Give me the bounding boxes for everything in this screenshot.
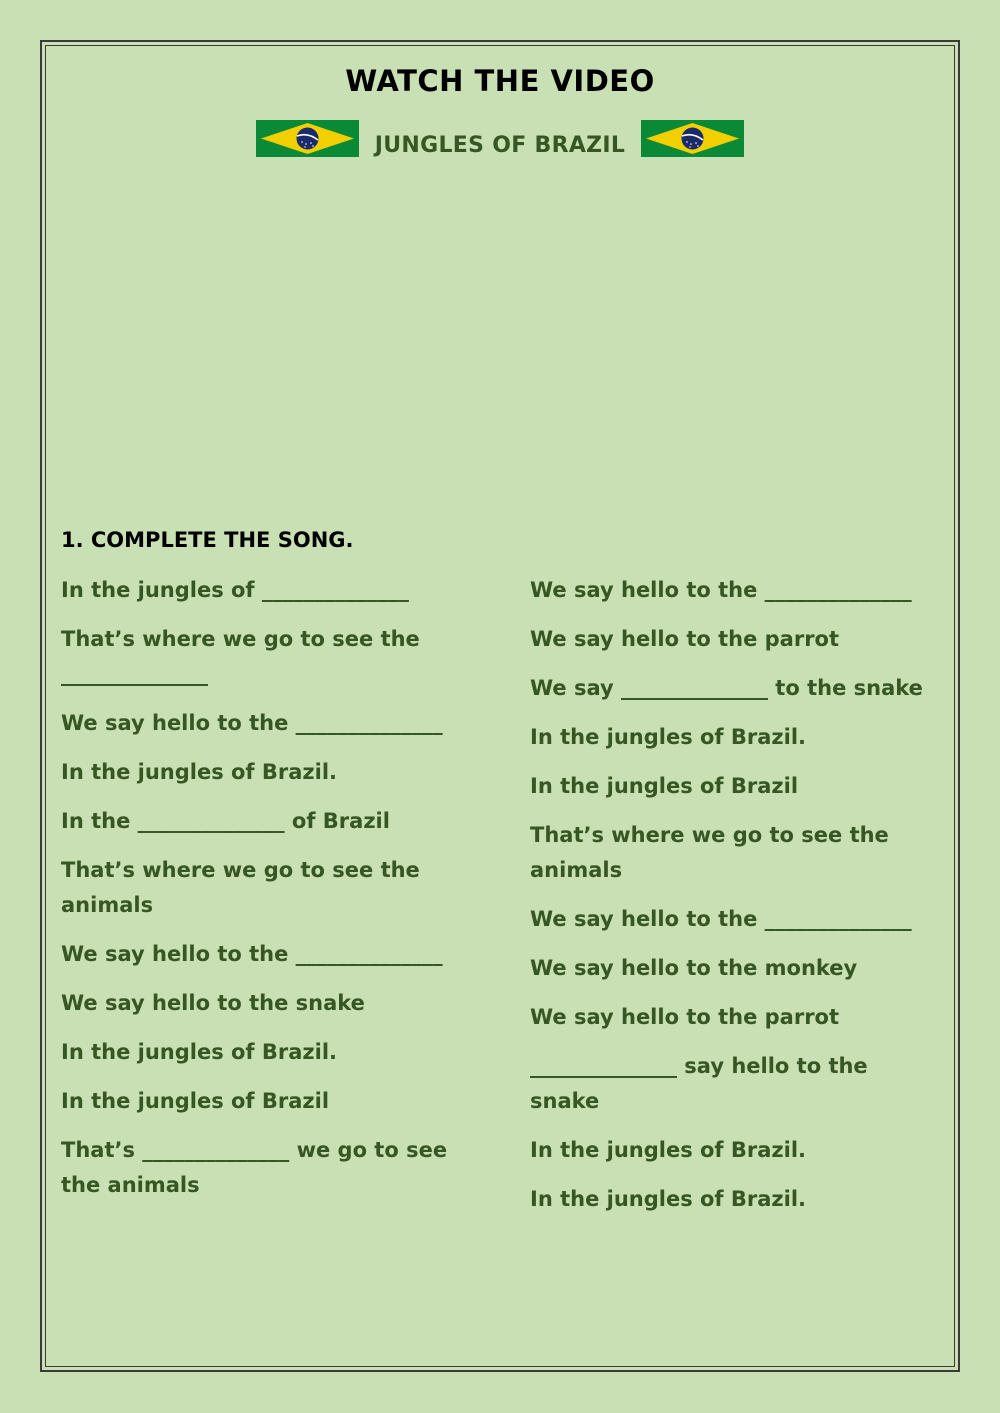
song-line: ______________ say hello to the snake (530, 1054, 868, 1113)
song-column-left (61, 573, 461, 1217)
song-line: That’s where we go to see the ______________ (61, 627, 420, 686)
song-line: In the jungles of Brazil (61, 1089, 330, 1113)
song-line: We say hello to the parrot (530, 627, 840, 651)
song-line: In the jungles of Brazil. (61, 1040, 338, 1064)
song-line: In the ______________ of Brazil (61, 809, 390, 833)
song-line: We say hello to the parrot (530, 1005, 840, 1029)
song-column-right (530, 573, 930, 1231)
song-line: That’s where we go to see the animals (61, 858, 420, 917)
song-line: We say ______________ to the snake (530, 676, 923, 700)
song-line: We say hello to the snake (61, 991, 365, 1015)
exercise-heading: 1. COMPLETE THE SONG. (61, 528, 354, 552)
song-line: We say hello to the ______________ (61, 711, 443, 735)
song-line: In the jungles of Brazil. (530, 1138, 807, 1162)
song-line: We say hello to the ______________ (61, 942, 443, 966)
song-line: In the jungles of ______________ (61, 578, 409, 602)
song-line: That’s where we go to see the animals (530, 823, 889, 882)
song-line: In the jungles of Brazil. (530, 725, 807, 749)
brazil-flag-icon (256, 120, 359, 157)
subtitle: JUNGLES OF BRAZIL (374, 132, 626, 158)
subtitle-row (0, 118, 1000, 158)
page-title: WATCH THE VIDEO (345, 64, 655, 98)
song-line: In the jungles of Brazil. (61, 760, 338, 784)
song-line: We say hello to the ______________ (530, 907, 912, 931)
song-line: That’s ______________ we go to see the animals (61, 1138, 448, 1197)
song-line: We say hello to the ______________ (530, 578, 912, 602)
song-line: In the jungles of Brazil. (530, 1187, 807, 1211)
brazil-flag-icon (641, 120, 744, 157)
song-line: In the jungles of Brazil (530, 774, 799, 798)
song-line: We say hello to the monkey (530, 956, 858, 980)
